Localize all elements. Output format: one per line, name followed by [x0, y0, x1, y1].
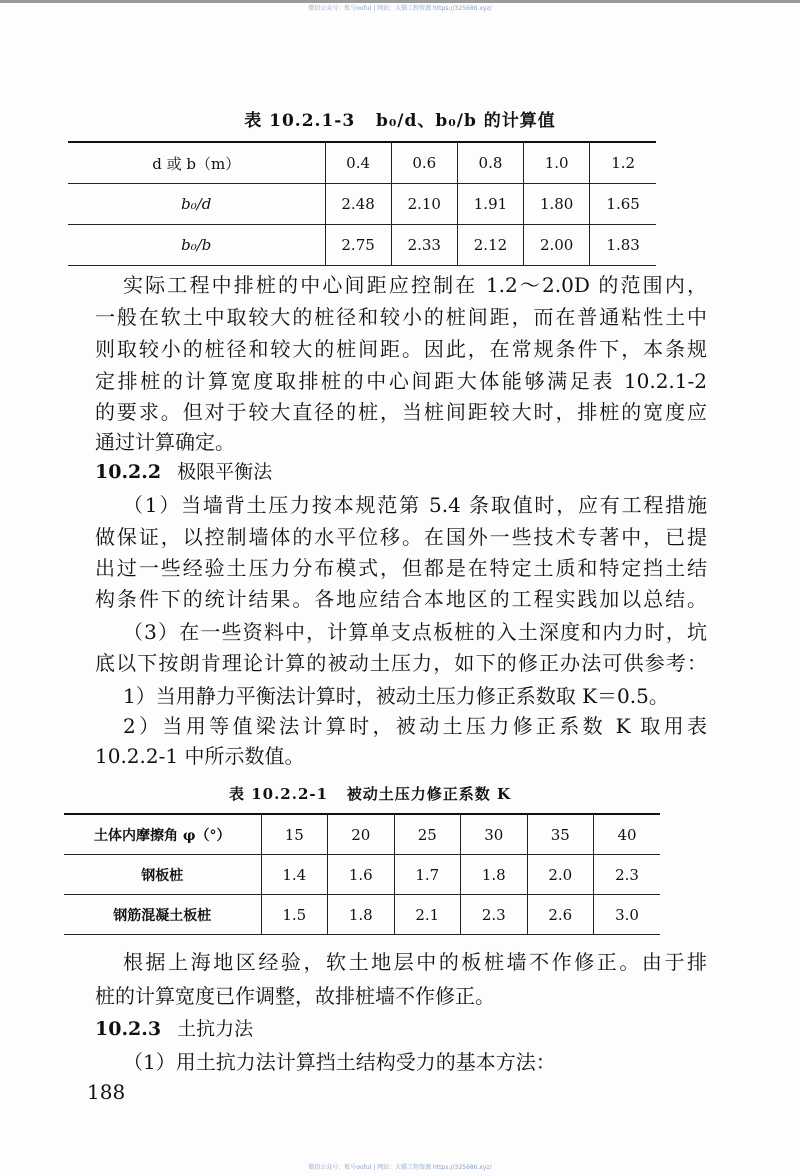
table-cell: 0.4: [325, 142, 391, 184]
table-cell: 1.65: [590, 184, 656, 225]
table-cell: 1.6: [328, 855, 395, 895]
table-cell: 钢板桩: [64, 855, 261, 895]
section-number: 10.2.2: [95, 461, 162, 483]
table-cell: 1.7: [394, 855, 461, 895]
scan-top-edge: [0, 0, 800, 3]
text-line: 构条件下的统计结果。各地应结合本地区的工程实践加以总结。: [95, 587, 707, 611]
table-row: [64, 895, 660, 935]
table-cell: 2.10: [391, 184, 457, 225]
watermark-bottom: 微信公众号：账号ooful | 网站：大猫工程资源 https://325686.xyz/: [308, 1164, 492, 1171]
text-line: 定排桩的计算宽度取排桩的中心间距大体能够满足表 10.2.1-2: [95, 369, 707, 393]
watermark-top: 微信公众号：账号ooful | 网站：大猫工程资源 https://325686.xyz/: [308, 5, 492, 12]
table-cell: 1.80: [524, 184, 590, 225]
section-number: 10.2.3: [95, 1018, 162, 1040]
table-cell: 2.33: [391, 225, 457, 266]
text-line: 1）当用静力平衡法计算时，被动土压力修正系数取 K＝0.5。: [123, 684, 669, 708]
table-cell: 1.0: [524, 142, 590, 184]
table-cell: 1.4: [261, 855, 328, 895]
table-cell: 3.0: [594, 895, 661, 935]
table-cell: 1.91: [457, 184, 523, 225]
table-cell: 35: [527, 814, 594, 855]
table1-caption-number: 表 10.2.1-3: [244, 111, 356, 131]
table-row: [68, 225, 656, 266]
table-cell: 20: [328, 814, 395, 855]
section-heading-10-2-3: [95, 1017, 253, 1041]
table-cell: 土体内摩擦角 φ（°）: [64, 814, 261, 855]
table-cell: 1.83: [590, 225, 656, 266]
table1-caption: [0, 110, 800, 132]
text-line: 底以下按朗肯理论计算的被动土压力，如下的修正办法可供参考：: [95, 651, 707, 675]
table-cell: 1.2: [590, 142, 656, 184]
section-title: 极限平衡法: [177, 461, 273, 483]
table2-caption: [0, 783, 770, 805]
table-header-row: [64, 814, 660, 855]
text-line: （1）当墙背土压力按本规范第 5.4 条取值时，应有工程措施: [123, 493, 707, 517]
page-number: 188: [87, 1080, 126, 1104]
table-cell: 2.1: [394, 895, 461, 935]
text-line: （1）用土抗力法计算挡土结构受力的基本方法：: [123, 1050, 556, 1074]
table-passive-pressure-coefficient: [64, 813, 660, 935]
section-heading-10-2-2: [95, 460, 272, 484]
text-line: 2）当用等值梁法计算时，被动土压力修正系数 K 取用表: [123, 714, 707, 738]
text-line: 根据上海地区经验，软土地层中的板桩墙不作修正。由于排: [123, 950, 707, 974]
table-cell: 0.6: [391, 142, 457, 184]
table-b0-ratios: [68, 141, 656, 266]
table-cell: 30: [461, 814, 528, 855]
text-line: 出过一些经验土压力分布模式，但都是在特定土质和特定挡土结: [95, 556, 707, 580]
table-cell: 2.12: [457, 225, 523, 266]
table-cell: 2.48: [325, 184, 391, 225]
text-line: （3）在一些资料中，计算单支点板桩的入土深度和内力时，坑: [123, 620, 707, 644]
text-line: 通过计算确定。: [95, 430, 235, 454]
text-line: 则取较小的桩径和较大的桩间距。因此，在常规条件下，本条规: [95, 337, 707, 361]
text-line: 实际工程中排桩的中心间距应控制在 1.2～2.0D 的范围内，: [123, 273, 707, 297]
table2-caption-number: 表 10.2.2-1: [228, 785, 329, 803]
table-row: [68, 184, 656, 225]
table-cell: 2.0: [527, 855, 594, 895]
table-cell: 1.8: [328, 895, 395, 935]
table-cell: 40: [594, 814, 661, 855]
table-cell: 2.3: [461, 895, 528, 935]
table2-caption-text: 被动土压力修正系数 K: [346, 785, 511, 803]
text-line: 桩的计算宽度已作调整，故排桩墙不作修正。: [95, 984, 495, 1008]
table-cell: 1.5: [261, 895, 328, 935]
table-cell: 2.75: [325, 225, 391, 266]
text-line: 做保证，以控制墙体的水平位移。在国外一些技术专著中，已提: [95, 525, 707, 549]
table-cell: 0.8: [457, 142, 523, 184]
table-cell: 15: [261, 814, 328, 855]
section-title: 土抗力法: [177, 1018, 254, 1040]
table-cell: b₀/d: [68, 184, 325, 225]
table-cell: 2.6: [527, 895, 594, 935]
text-line: 的要求。但对于较大直径的桩，当桩间距较大时，排桩的宽度应: [95, 400, 707, 424]
table-cell: d 或 b（m）: [68, 142, 325, 184]
text-line: 一般在软土中取较大的桩径和较小的桩间距，而在普通粘性土中: [95, 305, 707, 329]
table-cell: 25: [394, 814, 461, 855]
text-line: 10.2.2-1 中所示数值。: [95, 744, 305, 768]
table1-caption-text: b₀/d、b₀/b 的计算值: [375, 111, 556, 131]
table-cell: 钢筋混凝土板桩: [64, 895, 261, 935]
table-row: [64, 855, 660, 895]
table-cell: 1.8: [461, 855, 528, 895]
table-cell: b₀/b: [68, 225, 325, 266]
table-cell: 2.00: [524, 225, 590, 266]
table-cell: 2.3: [594, 855, 661, 895]
table-header-row: [68, 142, 656, 184]
